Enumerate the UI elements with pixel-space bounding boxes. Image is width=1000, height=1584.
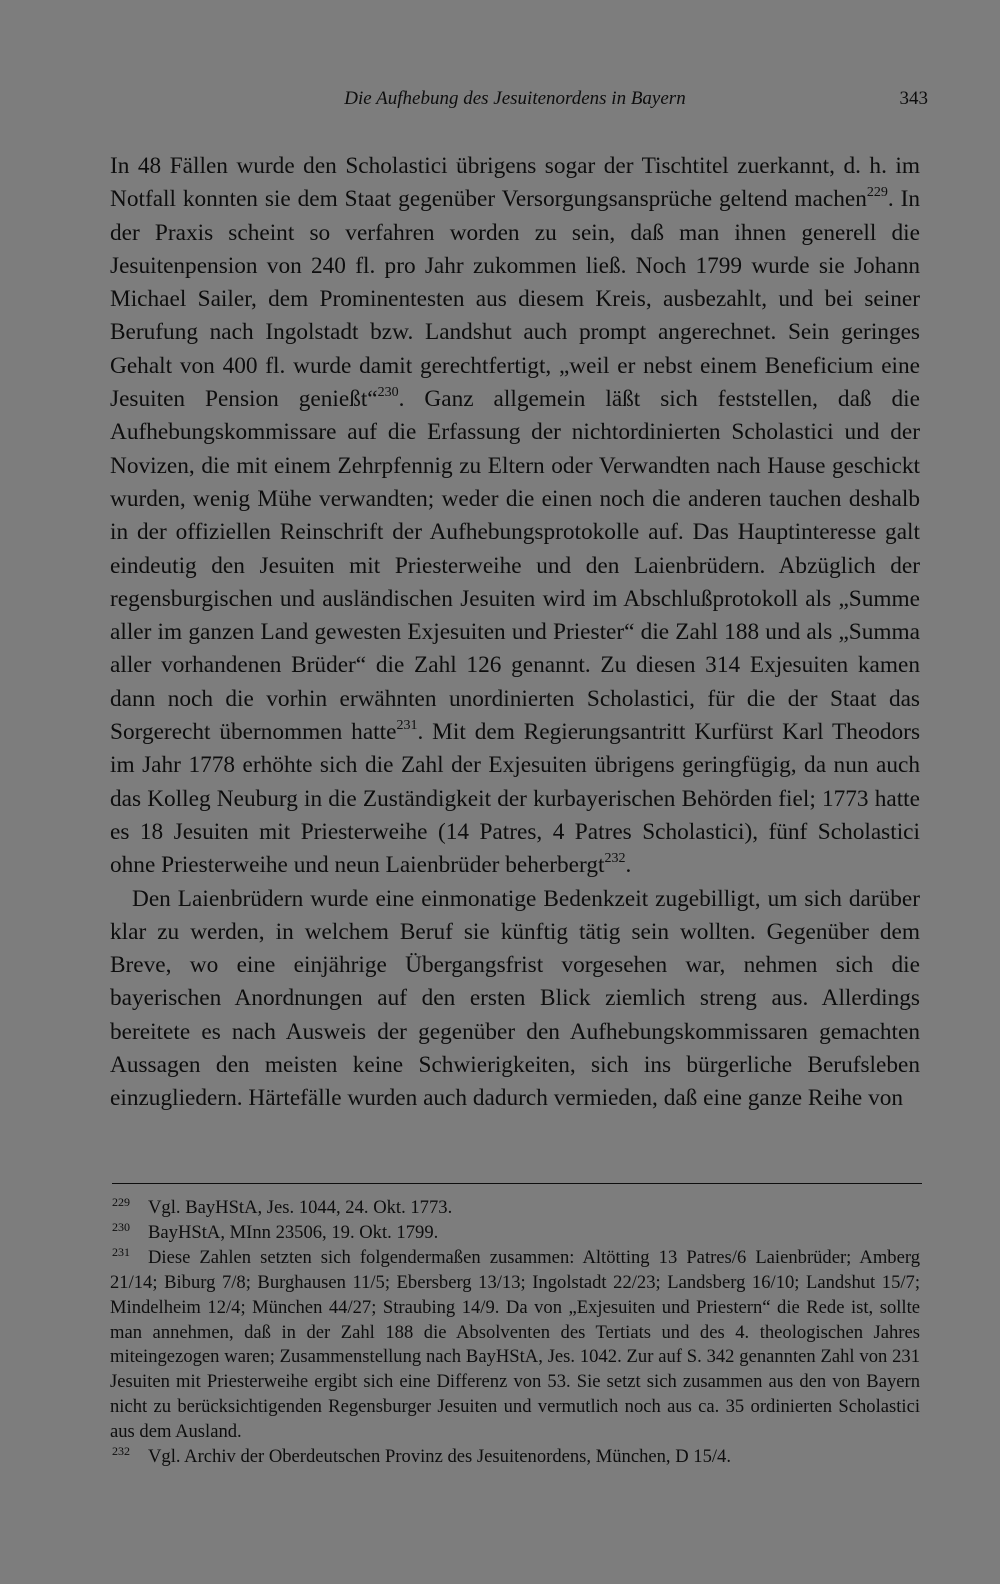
footnote-text: Vgl. Archiv der Oberdeutschen Provinz des Jesuitenordens, München, D 15/4. (148, 1446, 731, 1468)
paragraph-text: In 48 Fällen wurde den Scholastici übrigens sogar der Tischtitel zuerkannt, d. h. im Notfall konnten sie dem Staat gegenüber Versorgungsansprüche geltend machen (110, 153, 920, 213)
footnote-text: BayHStA, MInn 23506, 19. Okt. 1799. (148, 1221, 439, 1243)
footnote-232: 232 Vgl. Archiv der Oberdeutschen Provinz des Jesuitenordens, München, D 15/4. (112, 1443, 731, 1468)
page-header (110, 88, 928, 118)
paragraph-text: . (625, 852, 632, 879)
footnote-divider (112, 1183, 922, 1184)
paragraph-text: . Mit dem Regierungsantritt Kurfürst Karl Theodors im Jahr 1778 erhöhte sich die Zahl der Exjesuiten übrigens geringfügig, da nun auch das Kolleg Neuburg in die Zuständigkeit der kurbayerischen Behörden fiel; 1773 hatte es 18 Jesuiten mit Priesterweihe (14 Patres, 4 Patres Scholastici), fünf Scholastici ohne Priesterweihe und neun Laienbrüder beherbergt (110, 719, 921, 879)
footnote-230: 230 BayHStA, MInn 23506, 19. Okt. 1799. (112, 1219, 439, 1243)
paragraph-text: . In der Praxis scheint so verfahren worden zu sein, daß man ihnen generell die Jesuitenpension von 240 fl. pro Jahr zukommen ließ. Noch 1799 wurde sie Johann Michael Sailer, dem Prominentesten aus diesem Kreis, ausbezahlt, und bei seiner Berufung nach Ingolstadt bzw. Landshut auch prompt angerechnet. Sein geringes Gehalt von 400 fl. wurde damit gerechtfertigt, „weil er nebst einem Beneficium eine Jesuiten Pension genießt“ (110, 186, 920, 413)
paragraph-2: Den Laienbrüdern wurde eine einmonatige Bedenkzeit zugebilligt, um sich darüber klar zu werden, in welchem Beruf sie künftig tätig sein wollten. Gegenüber dem Breve, wo eine einjährige Übergangsfrist vorgesehen war, nehmen sich die bayerischen Anordnungen auf den ersten Blick ziemlich streng aus. Allerdings bereitete es nach Ausweis der gegenüber den Aufhebungskommissaren gemachten Aussagen den meisten keine Schwierigkeiten, sich ins bürgerliche Berufsleben einzugliedern. Härtefälle wurden auch dadurch vermieden, daß eine ganze Reihe von (110, 885, 920, 1112)
footnote-ref-231: 231 (396, 718, 418, 734)
footnote-ref-232: 232 (604, 851, 626, 867)
footnote-text: Vgl. BayHStA, Jes. 1044, 24. Okt. 1773. (148, 1197, 453, 1218)
paragraph-1 (110, 150, 920, 883)
footnote-text: Diese Zahlen setzten sich folgendermaßen zusammen: Altötting 13 Patres/6 Laienbrüder; Amberg 21/14; Biburg 7/8; Burghausen 11/5; Ebersberg 13/13; Ingolstadt 22/23; Landsberg 16/10; Landshut 15/7; Mindelheim 12/4; München 44/27; Straubing 14/9. Da von „Exjesuiten und Priestern“ die Rede ist, sollte man annehmen, daß in der Zahl 188 die Absolventen des Tertiats und des 4. theologischen Jahres miteingezogen waren; Zusammenstellung nach BayHStA, Jes. 1042. Zur auf S. 342 genannten Zahl von 231 Jesuiten mit Priesterweihe ergibt sich eine Differenz von 53. Sie setzt sich zusammen aus den von Bayern nicht zu berücksichtigenden Regensburger Jesuiten und vermutlich noch aus ca. 35 ordinierten Scholastici aus dem Ausland. (110, 1246, 920, 1443)
footnote-229: 229 Vgl. BayHStA, Jes. 1044, 24. Okt. 1773. (112, 1194, 453, 1218)
running-title: Die Aufhebung des Jesuitenordens in Bayern (344, 88, 686, 109)
body-text (110, 150, 920, 1116)
footnotes (110, 1196, 920, 1470)
footnote-ref-230: 230 (377, 385, 399, 401)
footnote-ref-229: 229 (866, 185, 888, 201)
paragraph-text: . Ganz allgemein läßt sich feststellen, daß die Aufhebungskommissare auf die Erfassung der nichtordinierten Scholastici und der Novizen, die mit einem Zehrpfennig zu Eltern oder Verwandten nach Hause geschickt wurden, wenig Mühe verwandten; weder die einen noch die anderen tauchen deshalb in der offiziellen Reinschrift der Aufhebungsprotokolle auf. Das Hauptinteresse galt eindeutig den Jesuiten mit Priesterweihe und den Laienbrüdern. Abzüglich der regensburgischen und ausländischen Jesuiten wird im Abschlußprotokoll als „Summe aller im ganzen Land gewesten Exjesuiten und Priester“ die Zahl 188 und als „Summa aller vorhandenen Brüder“ die Zahl 126 genannt. Zu diesen 314 Exjesuiten kamen dann noch die vorhin erwähnten unordinierten Scholastici, für die der Staat das Sorgerecht übernommen hatte (110, 386, 920, 746)
footnote-231: 231 Diese Zahlen setzten sich folgendermaßen zusammen: Altötting 13 Patres/6 Laienbrüder; Amberg 21/14; Biburg 7/8; Burghausen 11/5; Ebersberg 13/13; Ingolstadt 22/23; Landsberg 16/10; Landshut 15/7; Mindelheim 12/4; München 44/27; Straubing 14/9. Da von „Exjesuiten und Priestern“ die Rede ist, sollte man annehmen, daß in der Zahl 188 die Absolventen des Tertiats und des 4. theologischen Jahres miteingezogen waren; Zusammenstellung nach BayHStA, Jes. 1042. Zur auf S. 342 genannten Zahl von 231 Jesuiten mit Priesterweihe ergibt sich eine Differenz von 53. Sie setzt sich zusammen aus den von Bayern nicht zu berücksichtigenden Regensburger Jesuiten und vermutlich noch aus ca. 35 ordinierten Scholastici aus dem Ausland. (110, 1244, 920, 1443)
page-number: 343 (899, 88, 928, 109)
